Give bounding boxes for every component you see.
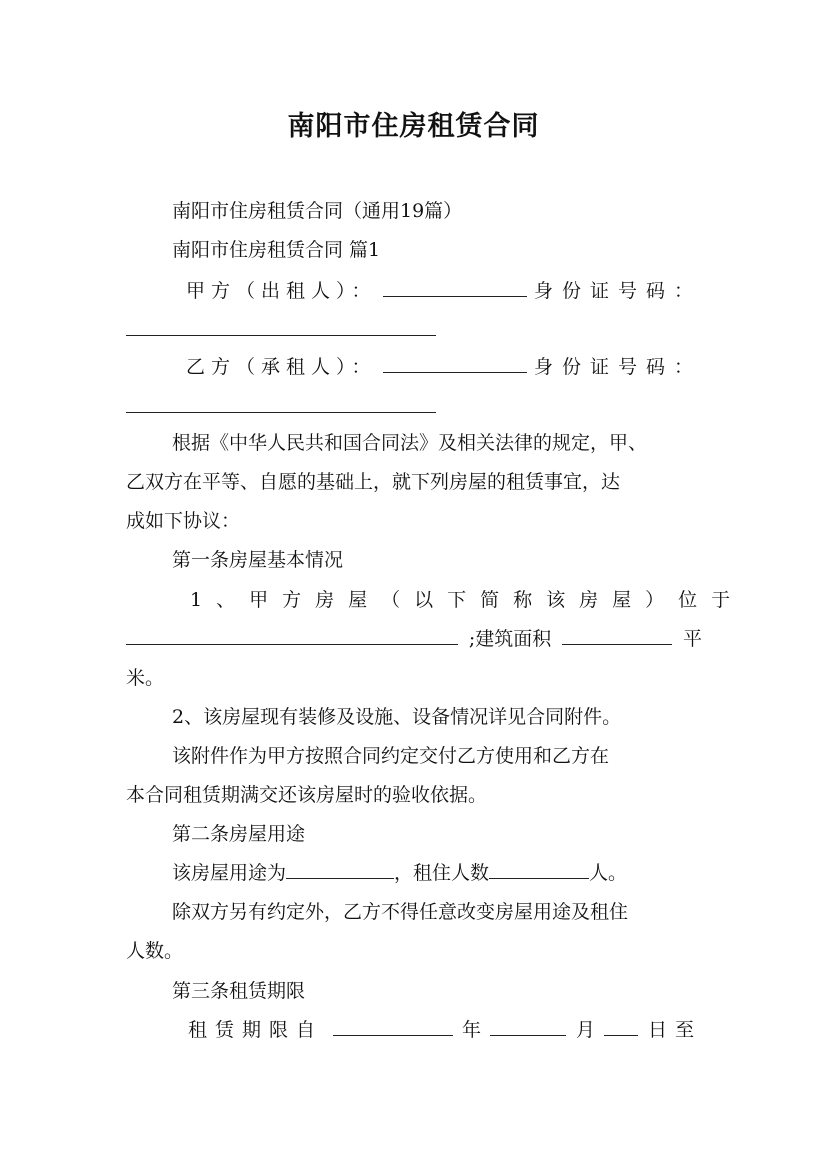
piece-heading: 南阳市住房租赁合同 篇1 [172, 239, 381, 261]
occupants-blank[interactable] [489, 858, 589, 879]
article-2-use-line [172, 858, 627, 888]
start-day-blank[interactable] [604, 1015, 638, 1036]
party-a-id-label: 身份证号码： [533, 280, 702, 302]
preamble-line-1: 根据《中华人民共和国合同法》及相关法律的规定，甲、 [172, 432, 648, 454]
article-1-area-line [126, 624, 702, 654]
use-prefix: 该房屋用途为 [172, 862, 287, 884]
party-a-line [186, 276, 702, 306]
year-label: 年 [461, 1019, 481, 1041]
article-2-rule-line-1: 除双方另有约定外，乙方不得任意改变房屋用途及租住 [172, 901, 629, 923]
article-2-rule-line-2: 人数。 [126, 940, 184, 962]
party-a-id-blank[interactable] [126, 334, 436, 336]
start-year-blank[interactable] [333, 1015, 453, 1036]
party-b-name-blank[interactable] [383, 352, 527, 373]
article-3-heading: 第三条租赁期限 [172, 980, 306, 1002]
use-mid: ，租住人数 [394, 862, 490, 884]
month-label: 月 [575, 1019, 595, 1041]
article-3-term-line [188, 1015, 702, 1045]
house-use-blank[interactable] [286, 858, 394, 879]
start-month-blank[interactable] [490, 1015, 566, 1036]
area-unit: 平 [682, 628, 702, 650]
preamble-line-2: 乙双方在平等、自愿的基础上，就下列房屋的租赁事宜，达 [126, 471, 621, 493]
house-area-blank[interactable] [562, 624, 672, 645]
intro-line: 南阳市住房租赁合同（通用19篇） [172, 200, 463, 222]
party-a-name-blank[interactable] [383, 276, 527, 297]
house-location-blank[interactable] [126, 624, 458, 645]
article-1-item-3-line-1: 该附件作为甲方按照合同约定交付乙方使用和乙方在 [172, 745, 610, 767]
document-title: 南阳市住房租赁合同 [287, 111, 540, 142]
use-suffix: 人。 [589, 862, 628, 884]
article-2-heading: 第二条房屋用途 [172, 823, 306, 845]
party-b-id-label: 身份证号码： [533, 356, 702, 378]
term-prefix: 租赁期限自 [188, 1019, 324, 1041]
party-a-label: 甲方（出租人）： [186, 280, 377, 302]
article-1-item-1: 1、甲方房屋（以下简称该房屋）位于 [190, 589, 745, 611]
article-1-item-2: 2、该房屋现有装修及设施、设备情况详见合同附件。 [172, 706, 622, 728]
area-label: ;建筑面积 [468, 628, 552, 650]
preamble-line-3: 成如下协议： [126, 510, 241, 532]
party-b-line [186, 352, 702, 382]
day-to-label: 日至 [647, 1019, 702, 1041]
party-b-id-blank[interactable] [126, 411, 436, 413]
area-unit-end: 米。 [126, 667, 165, 689]
party-b-label: 乙方（承租人）： [186, 356, 377, 378]
article-1-item-3-line-2: 本合同租赁期满交还该房屋时的验收依据。 [126, 784, 488, 806]
article-1-heading: 第一条房屋基本情况 [172, 549, 344, 571]
